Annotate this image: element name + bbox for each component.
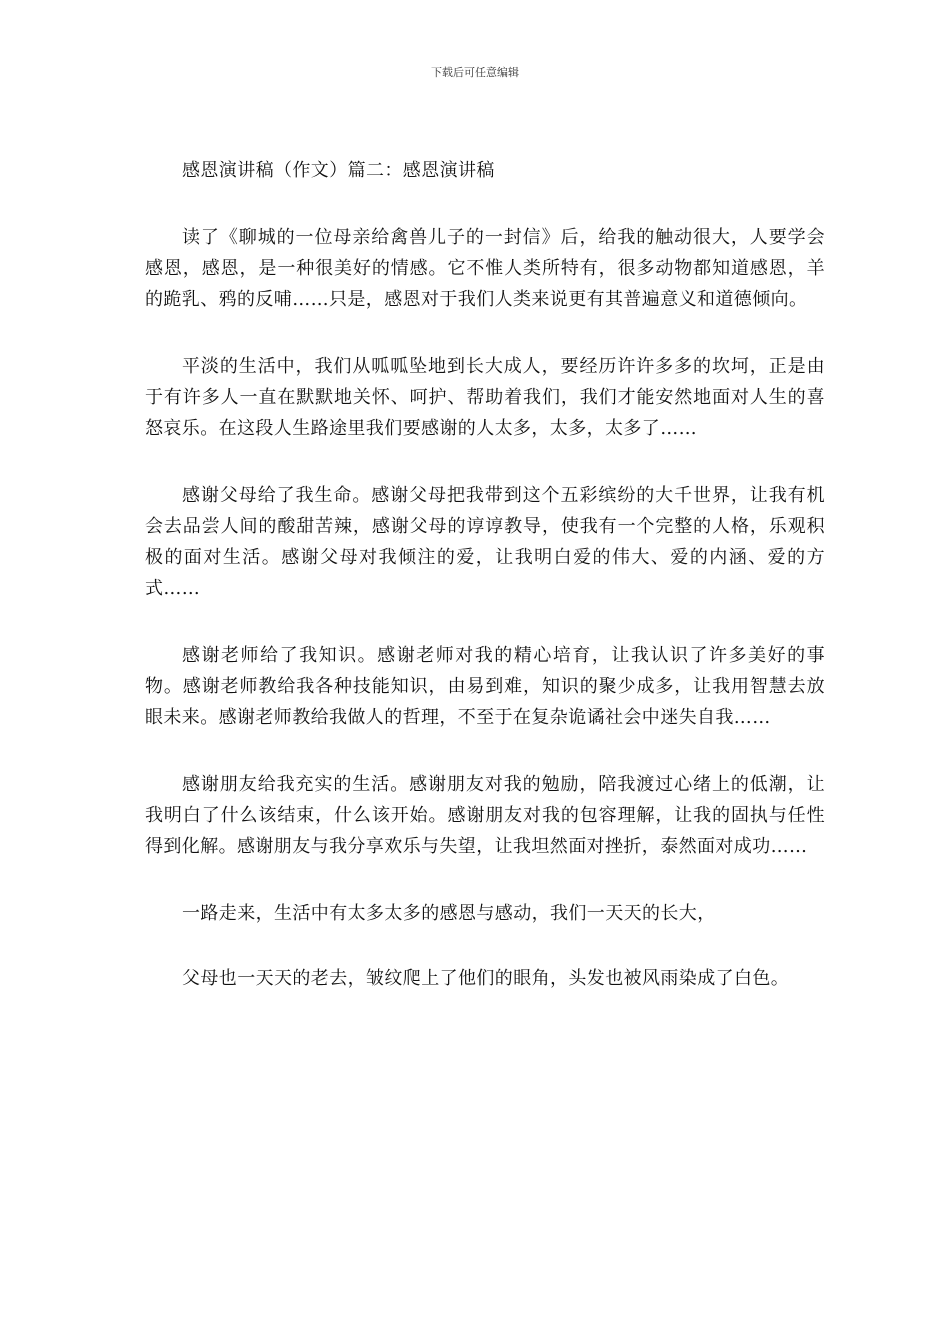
paragraph: 父母也一天天的老去，皱纹爬上了他们的眼角，头发也被风雨染成了白色。	[182, 968, 790, 989]
paragraph: 感谢老师给了我知识。感谢老师对我的精心培育，让我认识了许多美好的事物。感谢老师教给我各种技能知识，由易到难，知识的聚少成多，让我用智慧去放眼未来。感谢老师教给我做人的哲理，不至于在复杂诡谲社会中迷失自我……	[145, 645, 825, 728]
document-body	[145, 155, 825, 994]
paragraph: 读了《聊城的一位母亲给禽兽儿子的一封信》后，给我的触动很大，人要学会感恩，感恩，是一种很美好的情感。它不惟人类所特有，很多动物都知道感恩，羊的跪乳、鸦的反哺……只是，感恩对于我们人类来说更有其普遍意义和道德倾向。	[145, 227, 825, 310]
paragraph: 感谢朋友给我充实的生活。感谢朋友对我的勉励，陪我渡过心绪上的低潮，让我明白了什么该结束，什么该开始。感谢朋友对我的包容理解，让我的固执与任性得到化解。感谢朋友与我分享欢乐与失望，让我坦然面对挫折，泰然面对成功……	[145, 774, 825, 857]
page-header-note: 下载后可任意编辑	[431, 66, 519, 79]
paragraph: 一路走来，生活中有太多太多的感恩与感动，我们一天天的长大，	[182, 903, 716, 924]
paragraph: 感谢父母给了我生命。感谢父母把我带到这个五彩缤纷的大千世界，让我有机会去品尝人间的酸甜苦辣，感谢父母的谆谆教导，使我有一个完整的人格，乐观积极的面对生活。感谢父母对我倾注的爱，让我明白爱的伟大、爱的内涵、爱的方式……	[145, 485, 825, 599]
document-title: 感恩演讲稿（作文）篇二：感恩演讲稿	[182, 160, 495, 181]
paragraph: 平淡的生活中，我们从呱呱坠地到长大成人，要经历许许多多的坎坷，正是由于有许多人一直在默默地关怀、呵护、帮助着我们，我们才能安然地面对人生的喜怒哀乐。在这段人生路途里我们要感谢的人太多，太多，太多了……	[145, 356, 825, 439]
